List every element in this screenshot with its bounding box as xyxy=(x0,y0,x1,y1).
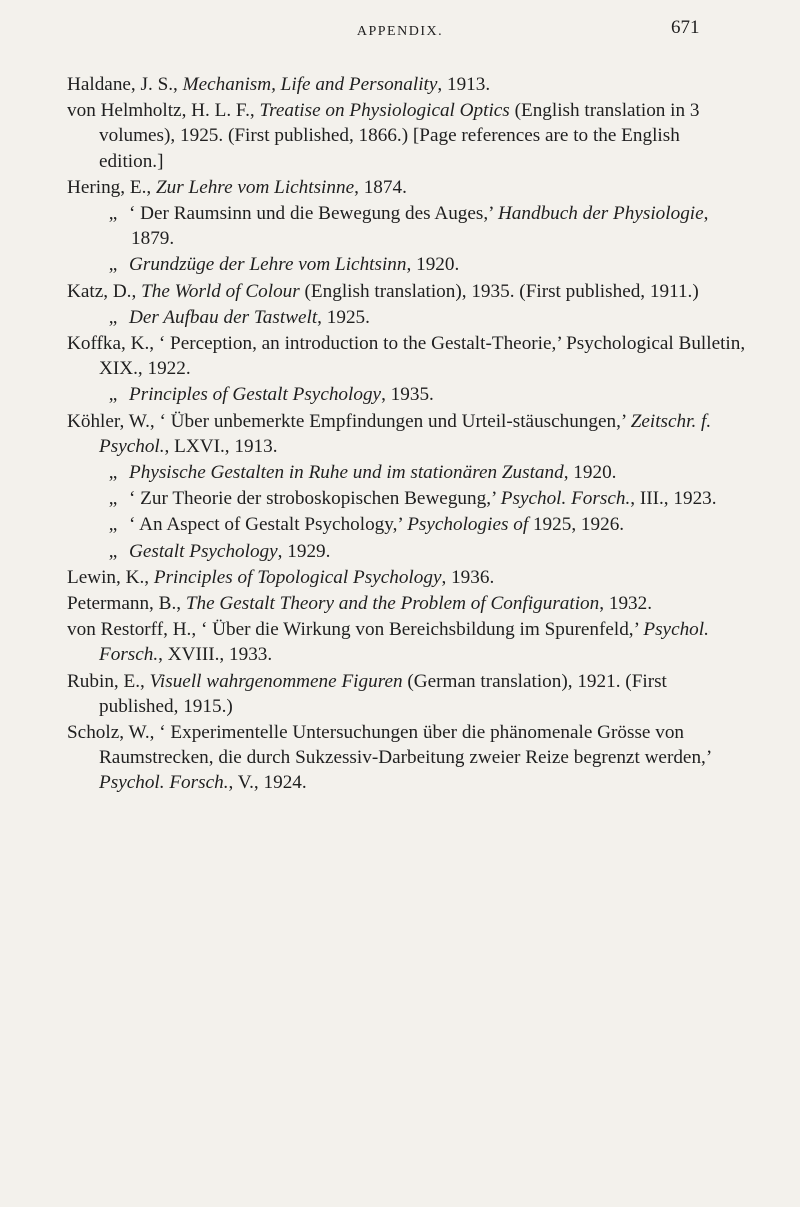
reference-text: Rubin, E., xyxy=(67,670,150,692)
reference-text: Köhler, W., ‘ Über unbemerkte Empfindungen und Urteil-stäuschungen,’ xyxy=(67,410,631,432)
reference-title: Physische Gestalten in Ruhe und im stationären Zustand xyxy=(129,462,564,484)
reference-title: Mechanism, Life and Personality xyxy=(182,74,438,95)
reference-text: , 1920. xyxy=(563,462,617,484)
running-head: APPENDIX. xyxy=(356,24,444,39)
ditto-mark: „ xyxy=(108,514,118,536)
reference-text: Lewin, K., xyxy=(67,566,154,588)
reference-text: , 1874. xyxy=(354,176,407,198)
ditto-mark: „ xyxy=(108,488,118,510)
reference-title: Psychol. Forsch. xyxy=(99,619,709,666)
ditto-mark: „ xyxy=(108,462,118,484)
reference-text: , XVIII., 1933. xyxy=(158,644,273,666)
reference-text: Scholz, W., ‘ Experimentelle Untersuchungen über die phänomenale Grösse von Raumstrecken, die durch Sukzessiv-Darbeitung zweier Reize begrenzt werden,’ xyxy=(67,722,711,769)
reference-entry xyxy=(67,720,747,796)
reference-text: , III., 1923. xyxy=(630,488,717,510)
reference-title: The World of Colour xyxy=(141,280,300,302)
reference-entry xyxy=(67,98,747,174)
reference-text: , 1913. xyxy=(437,74,491,95)
reference-entry xyxy=(67,669,747,719)
reference-entry xyxy=(67,382,747,407)
reference-text: , LXVI., 1913. xyxy=(164,435,278,457)
reference-text: von Restorff, H., ‘ Über die Wirkung von Bereichsbildung im Spurenfeld,’ xyxy=(67,619,644,641)
reference-text: Petermann, B., xyxy=(67,593,186,615)
ditto-mark: „ xyxy=(108,540,118,562)
reference-entry xyxy=(67,591,747,616)
reference-entry xyxy=(67,331,747,381)
reference-entry xyxy=(67,460,747,485)
reference-entry xyxy=(67,252,747,277)
reference-title: Psychologies of xyxy=(407,514,529,536)
reference-text: , 1879. xyxy=(131,203,709,250)
reference-title: Treatise on Physiological Optics xyxy=(259,100,510,122)
reference-entry xyxy=(67,409,747,459)
reference-text: Koffka, K., ‘ Perception, an introduction to the Gestalt-Theorie,’ Psychological Bulletin, XIX., 1922. xyxy=(67,333,746,380)
reference-text: (German translation), 1921. (First published, 1915.) xyxy=(99,670,667,717)
reference-title: Gestalt Psychology xyxy=(129,540,278,562)
reference-entry xyxy=(67,175,747,200)
reference-text: Haldane, J. S., xyxy=(67,74,183,95)
reference-text: ‘ Der Raumsinn und die Bewegung des Auges,’ xyxy=(129,203,498,225)
reference-text: , 1925. xyxy=(317,306,370,328)
reference-entry xyxy=(67,539,747,564)
reference-title: Psychol. Forsch. xyxy=(99,772,229,794)
reference-text: ‘ An Aspect of Gestalt Psychology,’ xyxy=(129,514,408,536)
reference-entry xyxy=(67,565,747,590)
reference-entry xyxy=(67,617,747,667)
reference-text: von Helmholtz, H. L. F., xyxy=(67,100,260,122)
reference-text: Katz, D., xyxy=(67,280,142,302)
reference-text: , 1936. xyxy=(441,566,495,588)
reference-entry xyxy=(67,512,747,537)
reference-text: , V., 1924. xyxy=(228,772,307,794)
reference-entry xyxy=(67,72,747,97)
reference-text: 1925, 1926. xyxy=(528,514,625,536)
ditto-mark: „ xyxy=(108,384,118,406)
ditto-mark: „ xyxy=(108,254,118,276)
reference-text: (English translation), 1935. (First published, 1911.) xyxy=(299,280,699,302)
reference-title: The Gestalt Theory and the Problem of Configuration xyxy=(185,593,600,615)
reference-title: Principles of Topological Psychology xyxy=(153,566,442,588)
reference-list xyxy=(67,72,747,797)
page-number: 671 xyxy=(671,17,700,38)
reference-entry xyxy=(67,486,747,511)
reference-text: , 1929. xyxy=(277,540,331,562)
reference-entry xyxy=(67,305,747,330)
reference-text: , 1932. xyxy=(599,593,653,615)
reference-entry xyxy=(67,279,747,304)
reference-title: Visuell wahrgenommene Figuren xyxy=(149,670,403,692)
reference-title: Psychol. Forsch. xyxy=(500,488,631,510)
reference-title: Handbuch der Physiologie xyxy=(497,203,704,225)
reference-title: Zeitschr. f. Psychol. xyxy=(99,410,712,457)
reference-entry xyxy=(67,201,747,251)
ditto-mark: „ xyxy=(108,203,118,225)
reference-text: (English translation in 3 volumes), 1925. (First published, 1866.) [Page references are to the English edition.] xyxy=(99,100,700,172)
reference-text: , 1920. xyxy=(406,254,460,276)
reference-title: Zur Lehre vom Lichtsinne xyxy=(156,176,355,198)
reference-title: Grundzüge der Lehre vom Lichtsinn xyxy=(129,254,407,276)
reference-text: Hering, E., xyxy=(67,176,156,198)
ditto-mark: „ xyxy=(108,306,118,328)
reference-title: Principles of Gestalt Psychology xyxy=(129,384,382,406)
reference-text: , 1935. xyxy=(381,384,434,406)
reference-text: ‘ Zur Theorie der stroboskopischen Bewegung,’ xyxy=(129,488,501,510)
reference-title: Der Aufbau der Tastwelt xyxy=(129,306,318,328)
